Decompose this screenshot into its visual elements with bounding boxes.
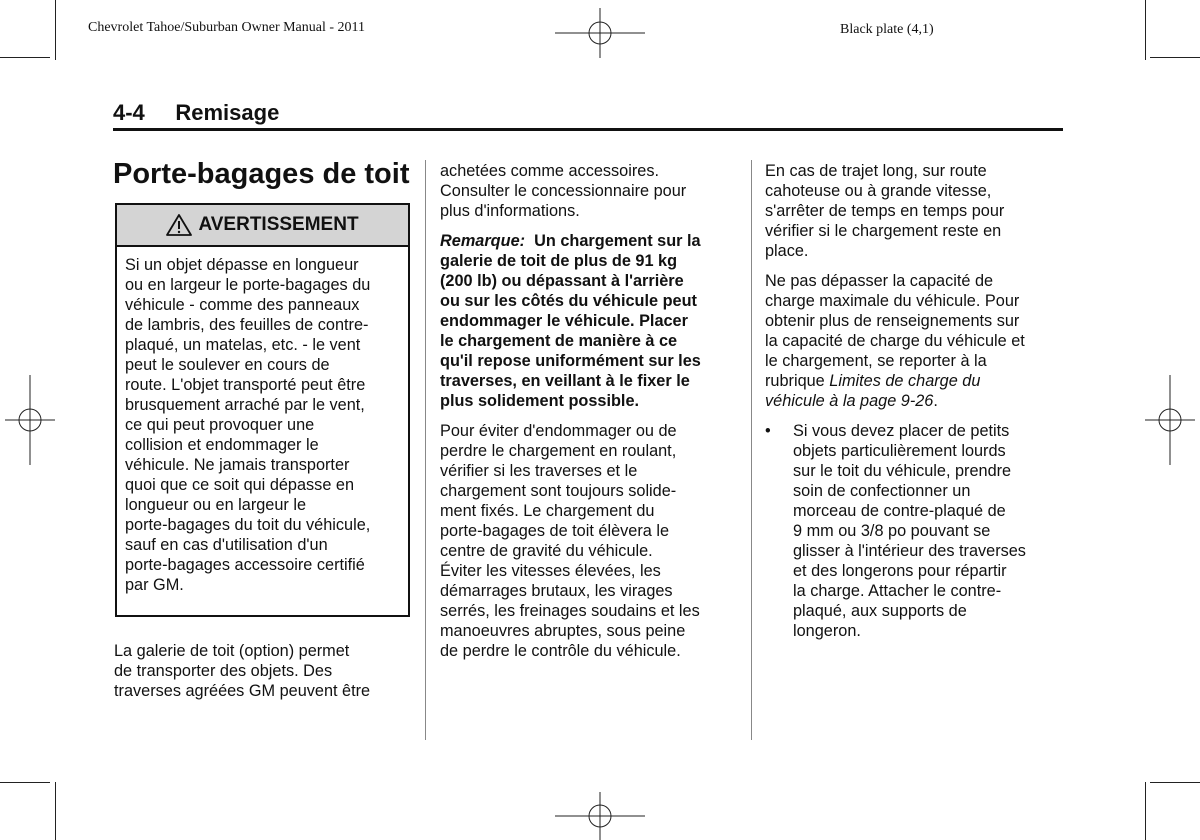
text-line: charge maximale du véhicule. Pour <box>765 292 1020 310</box>
text-line: centre de gravité du véhicule. <box>440 542 653 560</box>
text-line: soin de confectionner un <box>793 482 971 500</box>
text-line: En cas de trajet long, sur route <box>765 162 987 180</box>
text-line: perdre le chargement en roulant, <box>440 442 677 460</box>
text-line: de lambris, des feuilles de contre- <box>125 316 369 334</box>
text-line: traverses, en veillant à le fixer le <box>440 372 690 390</box>
text-line: endommager le véhicule. Placer <box>440 312 688 330</box>
text-line: place. <box>765 242 809 260</box>
crop-mark <box>1145 0 1146 60</box>
text-line: le chargement de manière à ce <box>440 332 678 350</box>
registration-mark-icon <box>555 8 645 58</box>
crop-mark <box>1150 57 1200 58</box>
cross-reference: Limites de charge du <box>829 372 981 390</box>
text-line: achetées comme accessoires. <box>440 162 659 180</box>
registration-mark-icon <box>5 375 55 465</box>
text-line: longeron. <box>793 622 861 640</box>
text-line: traverses agréées GM peuvent être <box>114 682 371 700</box>
text-line: ment fixés. Le chargement du <box>440 502 655 520</box>
text-line: manoeuvres abruptes, sous peine <box>440 622 686 640</box>
note-label: Remarque: <box>440 232 526 250</box>
paragraph <box>440 161 740 221</box>
text-line: Ne pas dépasser la capacité de <box>765 272 994 290</box>
column-2 <box>440 161 740 671</box>
text-line: galerie de toit de plus de 91 kg <box>440 252 678 270</box>
paragraph <box>765 271 1065 411</box>
header-rule <box>113 128 1063 131</box>
column-divider <box>425 160 426 740</box>
page-heading: Porte-bagages de toit <box>113 158 410 190</box>
column-3 <box>765 161 1065 641</box>
crop-mark <box>0 57 50 58</box>
section-number: 4-4 <box>113 100 145 125</box>
registration-mark-icon <box>555 792 645 840</box>
text-line: quoi que ce soit qui dépasse en <box>125 476 355 494</box>
text-line: de perdre le contrôle du véhicule. <box>440 642 681 660</box>
text-line: collision et endommager le <box>125 436 319 454</box>
warning-header <box>117 205 408 247</box>
text-line: obtenir plus de renseignements sur <box>765 312 1020 330</box>
text-line: sur le toit du véhicule, prendre <box>793 462 1012 480</box>
text-line: de transporter des objets. Des <box>114 662 333 680</box>
warning-title: AVERTISSEMENT <box>198 214 359 235</box>
crop-mark <box>0 782 50 783</box>
text-line: ou en largeur le porte-bagages du <box>125 276 371 294</box>
text-line: morceau de contre-plaqué de <box>793 502 1006 520</box>
text-line: le chargement, se reporter à la <box>765 352 987 370</box>
text-line: brusquement arraché par le vent, <box>125 396 365 414</box>
text-line: plaqué, un matelas, etc. - le vent <box>125 336 361 354</box>
warning-triangle-icon <box>166 213 192 237</box>
text-line: s'arrêter de temps en temps pour <box>765 202 1005 220</box>
text-line: glisser à l'intérieur des traverses <box>793 542 1026 560</box>
text-line: ce qui peut provoquer une <box>125 416 315 434</box>
text-line: 9 mm ou 3/8 po pouvant se <box>793 522 991 540</box>
note-paragraph <box>440 231 740 411</box>
bullet-icon: • <box>765 422 771 440</box>
text-line: et des longerons pour répartir <box>793 562 1007 580</box>
text-line: démarrages brutaux, les virages <box>440 582 673 600</box>
list-item-text <box>793 421 1065 641</box>
text-line: plaqué, aux supports de <box>793 602 967 620</box>
text-line: plus solidement possible. <box>440 392 640 410</box>
text-line: la charge. Attacher le contre- <box>793 582 1002 600</box>
text-line: objets particulièrement lourds <box>793 442 1006 460</box>
text-line: ou sur les côtés du véhicule peut <box>440 292 697 310</box>
text-line: . <box>933 392 938 410</box>
text-line: plus d'informations. <box>440 202 580 220</box>
text-line: route. L'objet transporté peut être <box>125 376 366 394</box>
registration-mark-icon <box>1145 375 1195 465</box>
text-line: Si vous devez placer de petits <box>793 422 1010 440</box>
text-line: porte-bagages du toit du véhicule, <box>125 516 371 534</box>
text-line: (200 lb) ou dépassant à l'arrière <box>440 272 684 290</box>
text-line: serrés, les freinages soudains et les <box>440 602 700 620</box>
text-line: porte-bagages de toit élèvera le <box>440 522 669 540</box>
text-line: peut le soulever en cours de <box>125 356 330 374</box>
paragraph <box>114 641 414 701</box>
text-line: chargement sont toujours solide- <box>440 482 677 500</box>
text-line: Un chargement sur la <box>534 232 701 250</box>
text-line: La galerie de toit (option) permet <box>114 642 350 660</box>
text-line: qu'il repose uniformément sur les <box>440 352 701 370</box>
text-line: Consulter le concessionnaire pour <box>440 182 687 200</box>
manual-title: Chevrolet Tahoe/Suburban Owner Manual - 2011 <box>88 20 366 35</box>
warning-box <box>115 203 410 617</box>
text-line: par GM. <box>125 576 184 594</box>
plate-label: Black plate (4,1) <box>840 22 934 37</box>
paragraph <box>765 161 1065 261</box>
text-line: sauf en cas d'utilisation d'un <box>125 536 328 554</box>
crop-mark <box>1145 782 1146 840</box>
section-header <box>113 100 279 126</box>
text-line: Si un objet dépasse en longueur <box>125 256 359 274</box>
crop-mark <box>1150 782 1200 783</box>
text-line: vérifier si les traverses et le <box>440 462 638 480</box>
text-line: Pour éviter d'endommager ou de <box>440 422 677 440</box>
text-line: véhicule - comme des panneaux <box>125 296 360 314</box>
column-1 <box>114 641 414 711</box>
crop-mark <box>55 0 56 60</box>
text-line: la capacité de charge du véhicule et <box>765 332 1025 350</box>
cross-reference: véhicule à la page 9-26 <box>765 392 934 410</box>
text-line: vérifier si le chargement reste en <box>765 222 1002 240</box>
section-title: Remisage <box>175 100 280 125</box>
text-line: longueur ou en largeur le <box>125 496 307 514</box>
crop-mark <box>55 782 56 840</box>
paragraph <box>440 421 740 661</box>
text-line: rubrique <box>765 372 830 390</box>
text-line: Éviter les vitesses élevées, les <box>440 562 661 580</box>
text-line: véhicule. Ne jamais transporter <box>125 456 350 474</box>
text-line: cahoteuse ou à grande vitesse, <box>765 182 992 200</box>
warning-text <box>117 247 408 595</box>
text-line: porte-bagages accessoire certifié <box>125 556 365 574</box>
list-item <box>765 421 1065 641</box>
column-divider <box>751 160 752 740</box>
